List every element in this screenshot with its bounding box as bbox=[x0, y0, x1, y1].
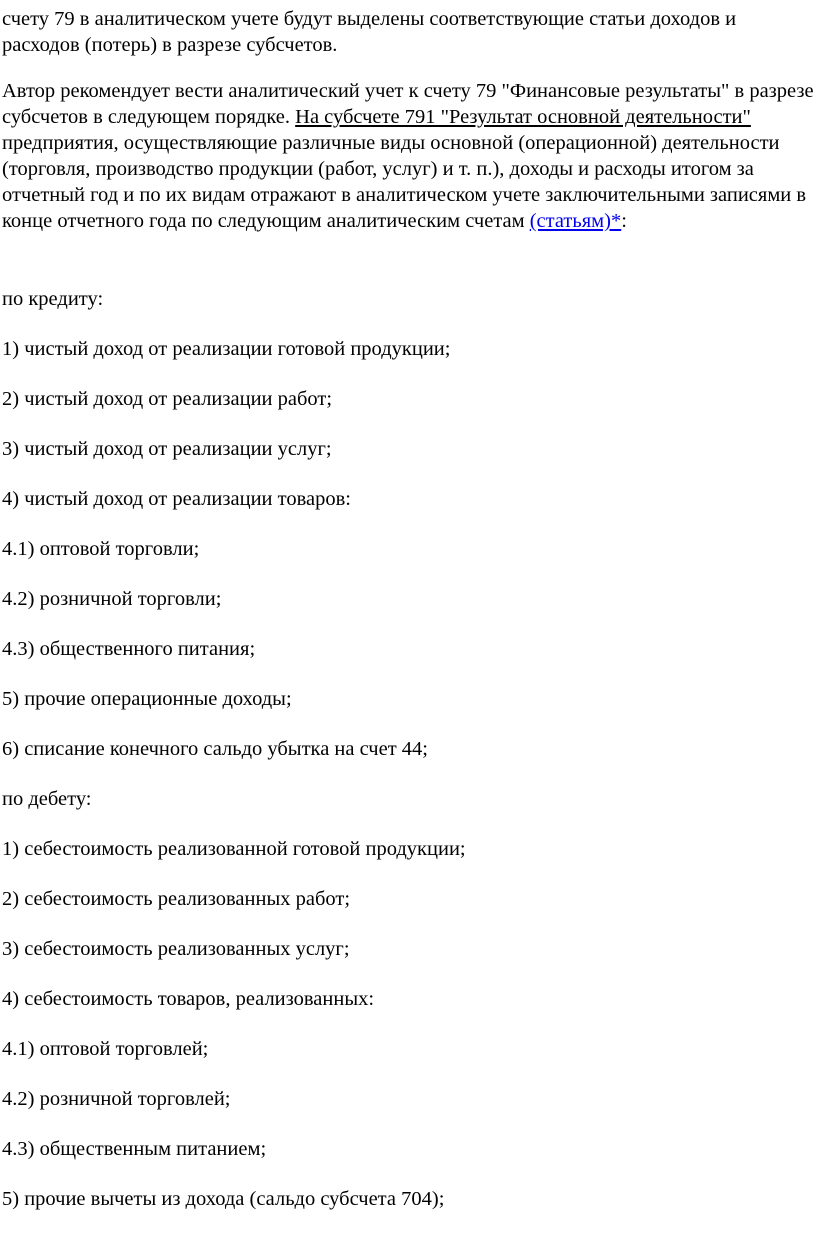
credit-item: 1) чистый доход от реализации готовой продукции; bbox=[2, 338, 451, 360]
debit-item: 4.3) общественным питанием; bbox=[2, 1138, 267, 1160]
credit-item: 6) списание конечного сальдо убытка на счет 44; bbox=[2, 738, 428, 760]
author-text-end: : bbox=[621, 210, 627, 232]
debit-item: 1) себестоимость реализованной готовой продукции; bbox=[2, 838, 466, 860]
debit-item: 2) себестоимость реализованных работ; bbox=[2, 888, 351, 910]
credit-item: 4) чистый доход от реализации товаров: bbox=[2, 488, 351, 510]
debit-item: 4.1) оптовой торговлей; bbox=[2, 1038, 209, 1060]
debit-heading: по дебету: bbox=[2, 788, 92, 810]
subaccount-791-title: На субсчете 791 "Результат основной деятельности" bbox=[295, 106, 751, 128]
credit-item: 3) чистый доход от реализации услуг; bbox=[2, 438, 332, 460]
intro-paragraph: счету 79 в аналитическом учете будут выделены соответствующие статьи доходов и расходов (потерь) в разрезе субсчетов. bbox=[2, 8, 737, 56]
credit-item: 4.2) розничной торговли; bbox=[2, 588, 222, 610]
author-text-middle: предприятия, осуществляющие различные виды основной (операционной) деятельности (торговля, производство продукции (работ, услуг) и т. п.), доходы и расходы итогом за отчетный год и по их видам отражают в аналитическом учете заключительными записями в конце отчетного года по следующим аналитическим счетам bbox=[2, 132, 807, 232]
credit-item: 4.1) оптовой торговли; bbox=[2, 538, 200, 560]
debit-item: 5) прочие вычеты из дохода (сальдо субсчета 704); bbox=[2, 1188, 445, 1210]
credit-item: 4.3) общественного питания; bbox=[2, 638, 256, 660]
debit-item: 3) себестоимость реализованных услуг; bbox=[2, 938, 350, 960]
credit-item: 2) чистый доход от реализации работ; bbox=[2, 388, 333, 410]
credit-heading: по кредиту: bbox=[2, 288, 104, 310]
debit-item: 4.2) розничной торговлей; bbox=[2, 1088, 231, 1110]
credit-item: 5) прочие операционные доходы; bbox=[2, 688, 292, 710]
author-paragraph bbox=[2, 78, 814, 234]
debit-item: 4) себестоимость товаров, реализованных: bbox=[2, 988, 375, 1010]
articles-footnote-link[interactable]: (статьям)* bbox=[529, 210, 622, 232]
author-text-start: Автор рекомендует вести аналитический учет к счету 79 "Финансовые результаты" в разрезе субсчетов в следующем порядке. bbox=[2, 80, 814, 128]
